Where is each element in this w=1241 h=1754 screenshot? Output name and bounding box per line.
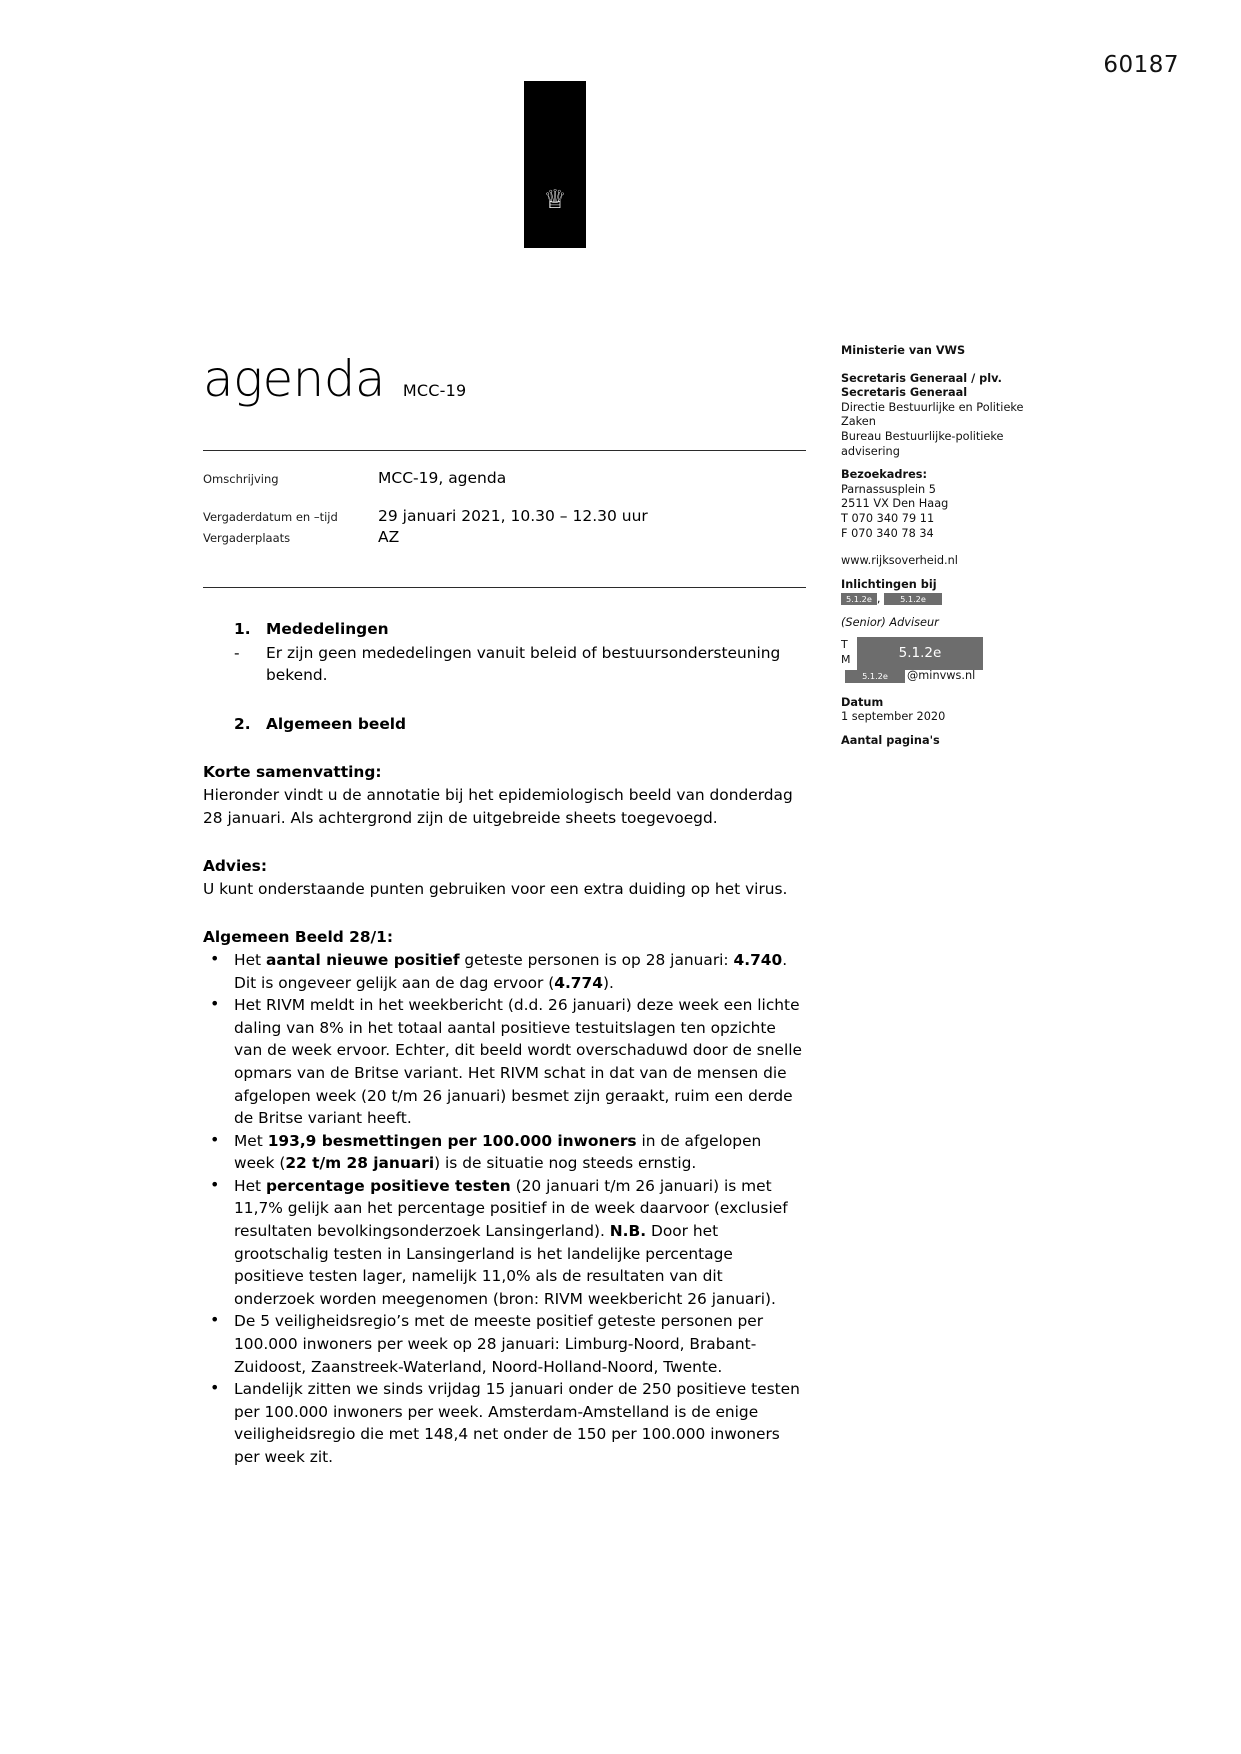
document-title-row — [203, 352, 806, 406]
spacer — [841, 725, 1031, 734]
redaction-badge-contact-small: 5.1.2e — [845, 670, 905, 683]
sidebar-visit-heading: Bezoekadres: — [841, 468, 927, 482]
agenda-item-1-number: 1. — [234, 620, 251, 638]
meta-value-vergaderplaats: AZ — [378, 528, 400, 546]
spacer — [841, 459, 1031, 468]
table-row — [203, 468, 806, 506]
sidebar-pagecount-heading: Aantal pagina's — [841, 733, 940, 747]
bullet-text: Het — [234, 950, 266, 969]
bullet-text: ). — [602, 973, 614, 992]
sidebar-visit-city: 2511 VX Den Haag — [841, 497, 949, 511]
table-row — [203, 527, 806, 565]
list-item — [203, 994, 806, 1130]
spacer — [841, 569, 1031, 578]
sidebar-dept-line-3: Bureau Bestuurlijke-politieke — [841, 429, 1004, 443]
sidebar-visit-street: Parnassusplein 5 — [841, 482, 936, 496]
rijksoverheid-logo — [524, 81, 586, 248]
meta-label-vergaderplaats: Vergaderplaats — [203, 531, 291, 545]
document-sidebar — [841, 344, 1031, 748]
divider-top — [203, 450, 806, 451]
spacer — [841, 607, 1031, 616]
bullet-text: in de afgelopen week ( — [234, 1131, 762, 1173]
bullet-text-emphasis: 22 t/m 28 januari — [285, 1154, 435, 1173]
redaction-badge-1: 5.1.2e — [841, 593, 877, 605]
spacer — [841, 359, 1031, 372]
sidebar-fax: F 070 340 78 34 — [841, 526, 934, 540]
bullet-text-emphasis: aantal nieuwe positief — [265, 950, 460, 969]
agenda-item-2 — [203, 713, 806, 736]
bullet-text-emphasis: 4.774 — [554, 973, 603, 992]
table-row — [203, 506, 806, 527]
sidebar-phone: T 070 340 79 11 — [841, 511, 935, 525]
coat-of-arms-icon: ♕ — [543, 185, 567, 215]
bullet-text: (20 januari t/m 26 januari) is met 11,7% gelijk aan het percentage positief in de week daarvoor (exclusief resultaten bevolkingsonderzoek Lansingerland). — [234, 1176, 788, 1241]
bullet-text: Landelijk zitten we sinds vrijdag 15 januari onder de 250 positieve testen per 100.000 inwoners per week. Amsterdam-Amstelland is de enige veiligheidsregio die met 148,4 net onder de 150 per 100.000 inwoners per week zit. — [234, 1380, 800, 1466]
meta-value-vergaderdatum: 29 januari 2021, 10.30 – 12.30 uur — [378, 507, 648, 525]
section-heading-algemeen-beeld: Algemeen Beeld 28/1: — [203, 928, 394, 947]
section-body-advies: U kunt onderstaande punten gebruiken voor een extra duiding op het virus. — [203, 879, 788, 898]
bullet-text: Het — [234, 1176, 266, 1195]
agenda-item-1-dash: - — [234, 643, 240, 662]
bullet-text-emphasis: 193,9 besmettingen per 100.000 inwoners — [267, 1131, 637, 1150]
redaction-badge-contact-large: 5.1.2e — [857, 637, 983, 670]
bullet-text: . Dit is ongeveer gelijk aan de dag ervoor ( — [234, 950, 788, 992]
sidebar-role-line-2: Secretaris Generaal — [841, 386, 968, 400]
sidebar-info-heading: Inlichtingen bij — [841, 577, 937, 591]
contact-email-domain: @minvws.nl — [907, 668, 976, 682]
sidebar-contact-block — [841, 637, 1031, 683]
bullet-text: ) is de situatie nog steeds ernstig. — [434, 1154, 697, 1173]
bullet-text-emphasis: N.B. — [609, 1222, 647, 1241]
sidebar-dept-line-4: advisering — [841, 444, 900, 458]
agenda-item-2-heading: Algemeen beeld — [266, 714, 407, 733]
page-subtitle: MCC-19 — [402, 381, 467, 400]
list-item — [203, 1130, 806, 1175]
bullet-text: geteste personen is op 28 januari: — [459, 950, 734, 969]
section-body-samenvatting: Hieronder vindt u de annotatie bij het epidemiologisch beeld van donderdag 28 januari. Als achtergrond zijn de uitgebreide sheets toegevoegd. — [203, 785, 793, 827]
bullet-text: De 5 veiligheidsregio’s met de meeste positief geteste personen per 100.000 inwoners per week op 28 januari: Limburg-Noord, Brabant-Zuidoost, Zaanstreek-Waterland, Noord-Holland-Noord, Twente. — [234, 1312, 764, 1376]
sidebar-dept-line-2: Zaken — [841, 415, 876, 429]
section-heading-samenvatting: Korte samenvatting: — [203, 763, 382, 782]
bullet-text-emphasis: percentage positieve testen — [265, 1176, 511, 1195]
document-main-column — [203, 352, 806, 1469]
sidebar-role-line-1: Secretaris Generaal / plv. — [841, 371, 1002, 385]
redaction-badge-2: 5.1.2e — [884, 593, 942, 605]
agenda-item-2-number: 2. — [234, 714, 251, 733]
contact-labels — [841, 637, 851, 667]
sidebar-website-link[interactable]: www.rijksoverheid.nl — [841, 554, 958, 568]
spacer — [841, 683, 1031, 696]
spacer — [841, 541, 1031, 554]
bullet-text: Het RIVM meldt in het weekbericht (d.d. 26 januari) deze week een lichte daling van 8% in het totaal aantal positieve testuitslagen ten opzichte van de week ervoor. Echter, dit beeld wordt overschaduwd door de snelle opmars van de Britse variant. Het RIVM schat in dat van de mensen die afgelopen week (20 t/m 26 januari) besmet zijn geraakt, ruim een derde de Britse variant heeft. — [234, 996, 802, 1128]
bullet-text: Door het grootschalig testen in Lansingerland is het landelijke percentage positieve testen lager, namelijk 11,0% als de resultaten van dit onderzoek worden meegenomen (bron: RIVM weekbericht 26 januari). — [234, 1222, 776, 1308]
meta-value-omschrijving: MCC-19, agenda — [378, 469, 507, 487]
redaction-separator: , — [876, 592, 881, 606]
page-number: 60187 — [1103, 52, 1179, 78]
sidebar-date-value: 1 september 2020 — [841, 710, 946, 724]
list-item — [203, 1175, 806, 1311]
contact-label-mobile: M — [841, 652, 851, 666]
list-item — [203, 1378, 806, 1468]
list-item — [203, 1310, 806, 1378]
sidebar-date-heading: Datum — [841, 695, 884, 709]
agenda-item-1-subitem — [203, 642, 806, 687]
sidebar-function-title: (Senior) Adviseur — [841, 615, 939, 629]
document-body — [203, 618, 806, 1469]
list-item — [203, 949, 806, 994]
meta-label-vergaderdatum: Vergaderdatum en –tijd — [203, 510, 338, 524]
page-title: agenda — [203, 350, 385, 408]
sidebar-dept-line-1: Directie Bestuurlijke en Politieke — [841, 400, 1024, 414]
bullet-text-emphasis: 4.740 — [733, 950, 783, 969]
agenda-item-1-heading: Mededelingen — [266, 620, 389, 638]
spacer — [203, 687, 806, 709]
bullet-text: Met — [234, 1131, 268, 1150]
agenda-item-1 — [203, 618, 806, 641]
meta-label-omschrijving: Omschrijving — [203, 472, 279, 486]
divider-bottom — [203, 587, 806, 588]
algemeen-beeld-bullet-list — [203, 949, 806, 1469]
meeting-metadata-table — [203, 468, 806, 565]
sidebar-redaction-row — [841, 592, 1031, 607]
agenda-item-1-subtext: Er zijn geen mededelingen vanuit beleid of bestuursondersteuning bekend. — [266, 643, 781, 685]
sidebar-ministry: Ministerie van VWS — [841, 344, 966, 357]
section-heading-advies: Advies: — [203, 857, 267, 876]
contact-label-telephone: T — [841, 637, 848, 651]
